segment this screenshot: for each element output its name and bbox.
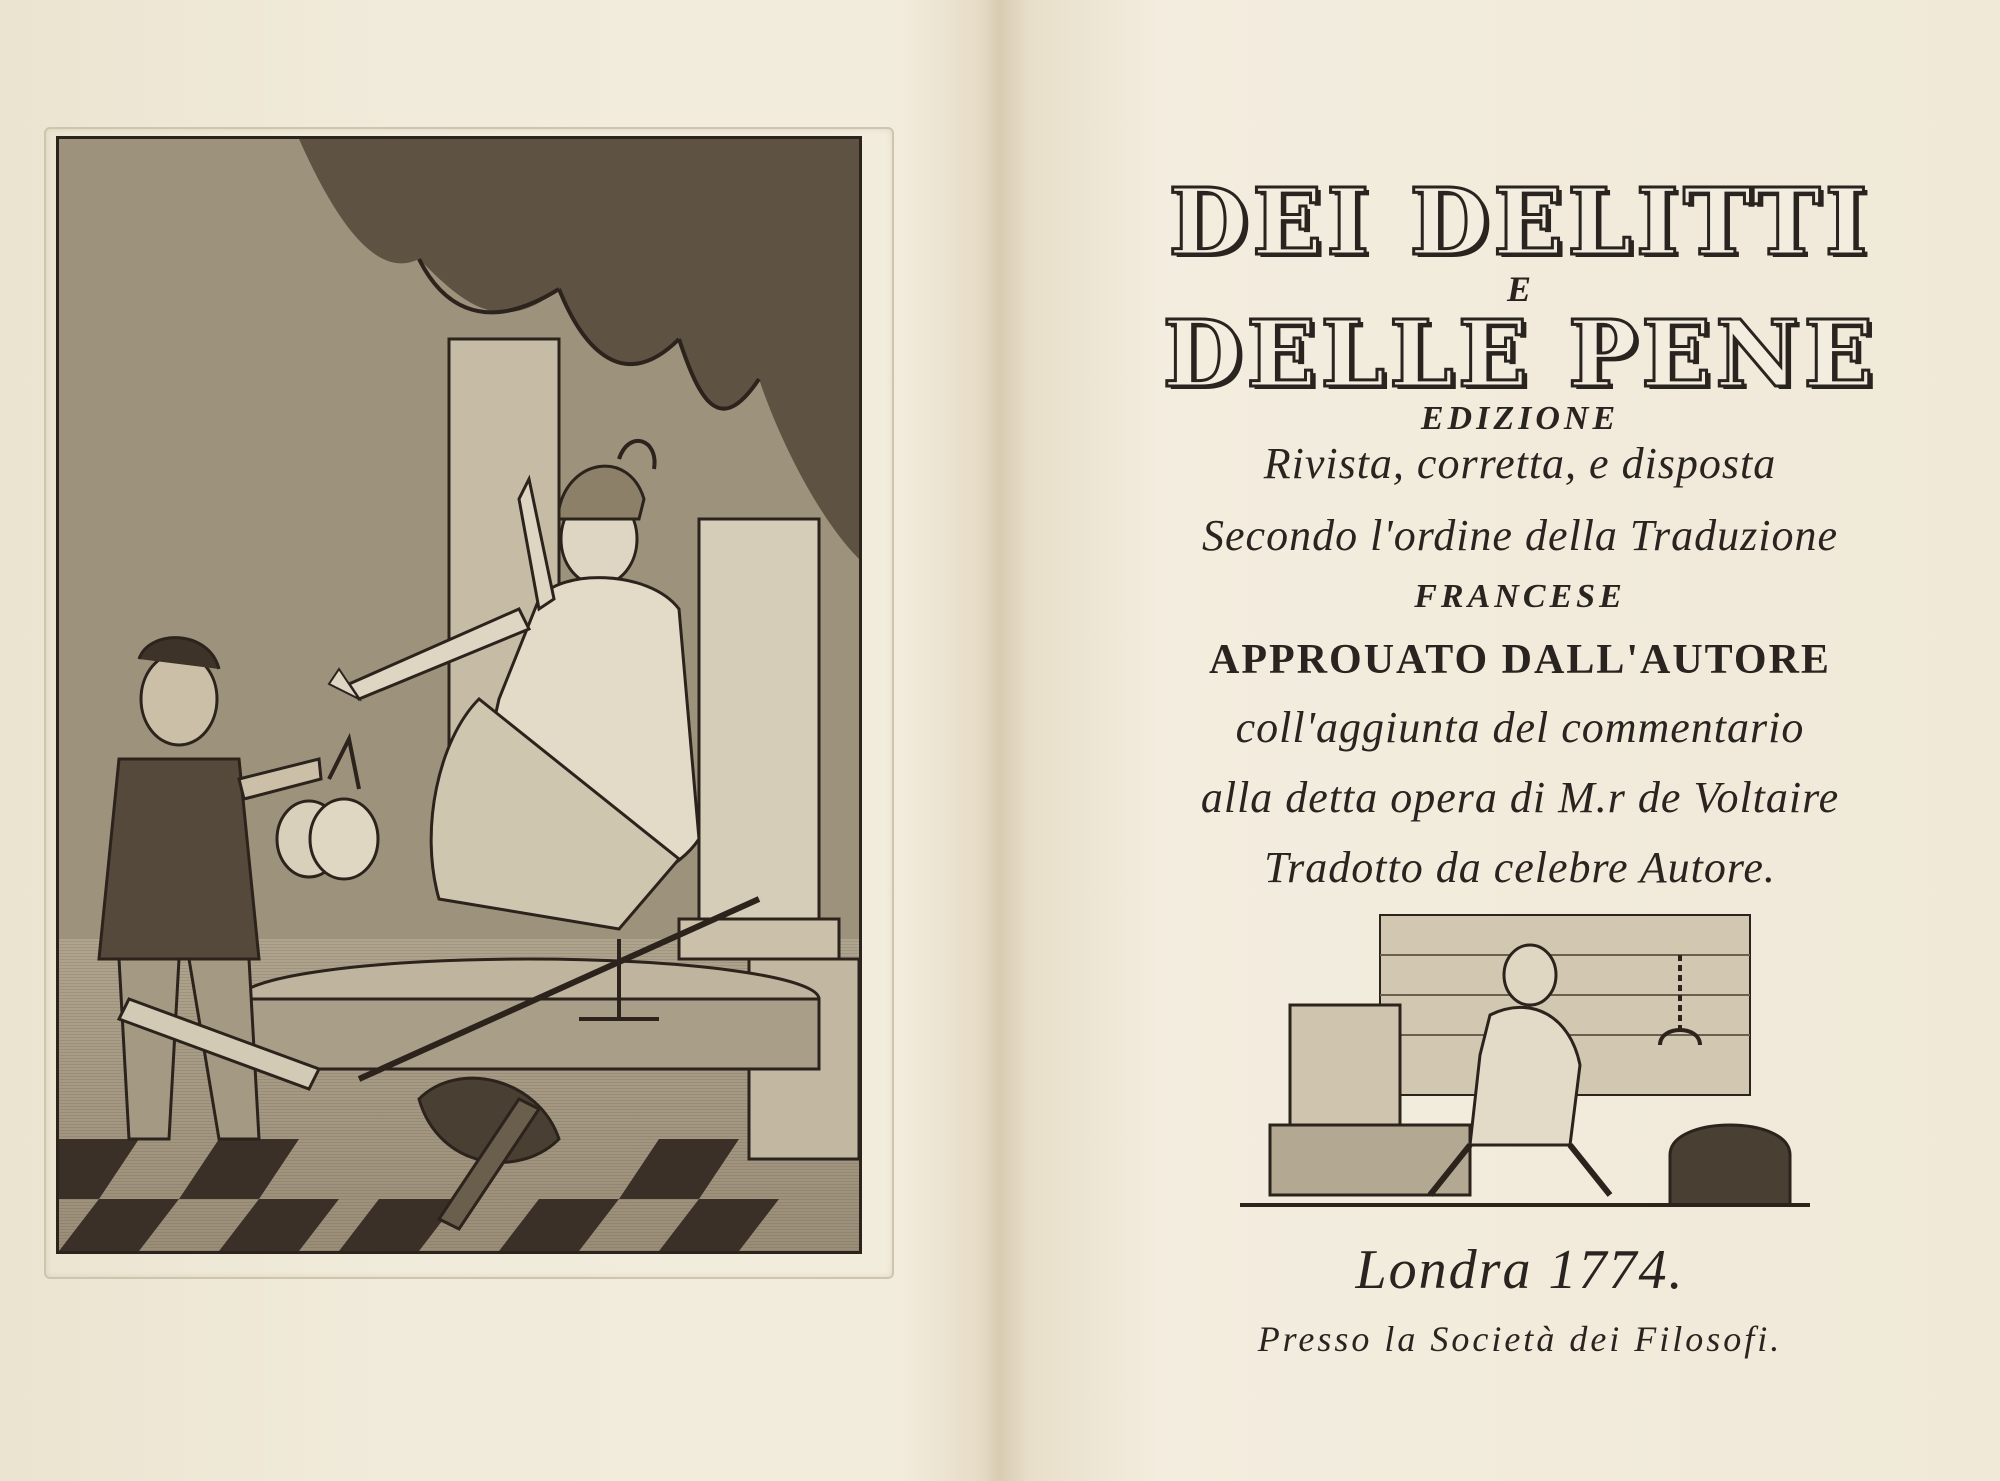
- title-line-2: DELLE PENE: [1162, 300, 1878, 408]
- revised-line: Rivista, corretta, e disposta: [1263, 439, 1777, 488]
- title-line-1: DEI DELITTI: [1168, 168, 1872, 276]
- title-conjunction: E: [1506, 269, 1533, 309]
- frontispiece-engraving: [56, 136, 862, 1254]
- prisoner-vignette: [1230, 895, 1820, 1225]
- place-year: Londra 1774.: [1355, 1239, 1685, 1301]
- frontispiece-illustration: [59, 139, 859, 1251]
- approved-line: APPROUATO DALL'AUTORE: [1209, 637, 1831, 683]
- addition-line: coll'aggiunta del commentario: [1235, 703, 1805, 752]
- prisoner-illustration: [1230, 895, 1820, 1225]
- french-label: FRANCESE: [1414, 578, 1626, 615]
- title-page: [1040, 0, 2000, 1481]
- opera-line: alla detta opera di M.r de Voltaire: [1200, 773, 1840, 822]
- publisher-line: Presso la Società dei Filosofi.: [1257, 1319, 1783, 1359]
- translated-line: Tradotto da celebre Autore.: [1264, 843, 1776, 892]
- edition-label: EDIZIONE: [1420, 400, 1620, 437]
- order-line: Secondo l'ordine della Traduzione: [1202, 511, 1838, 560]
